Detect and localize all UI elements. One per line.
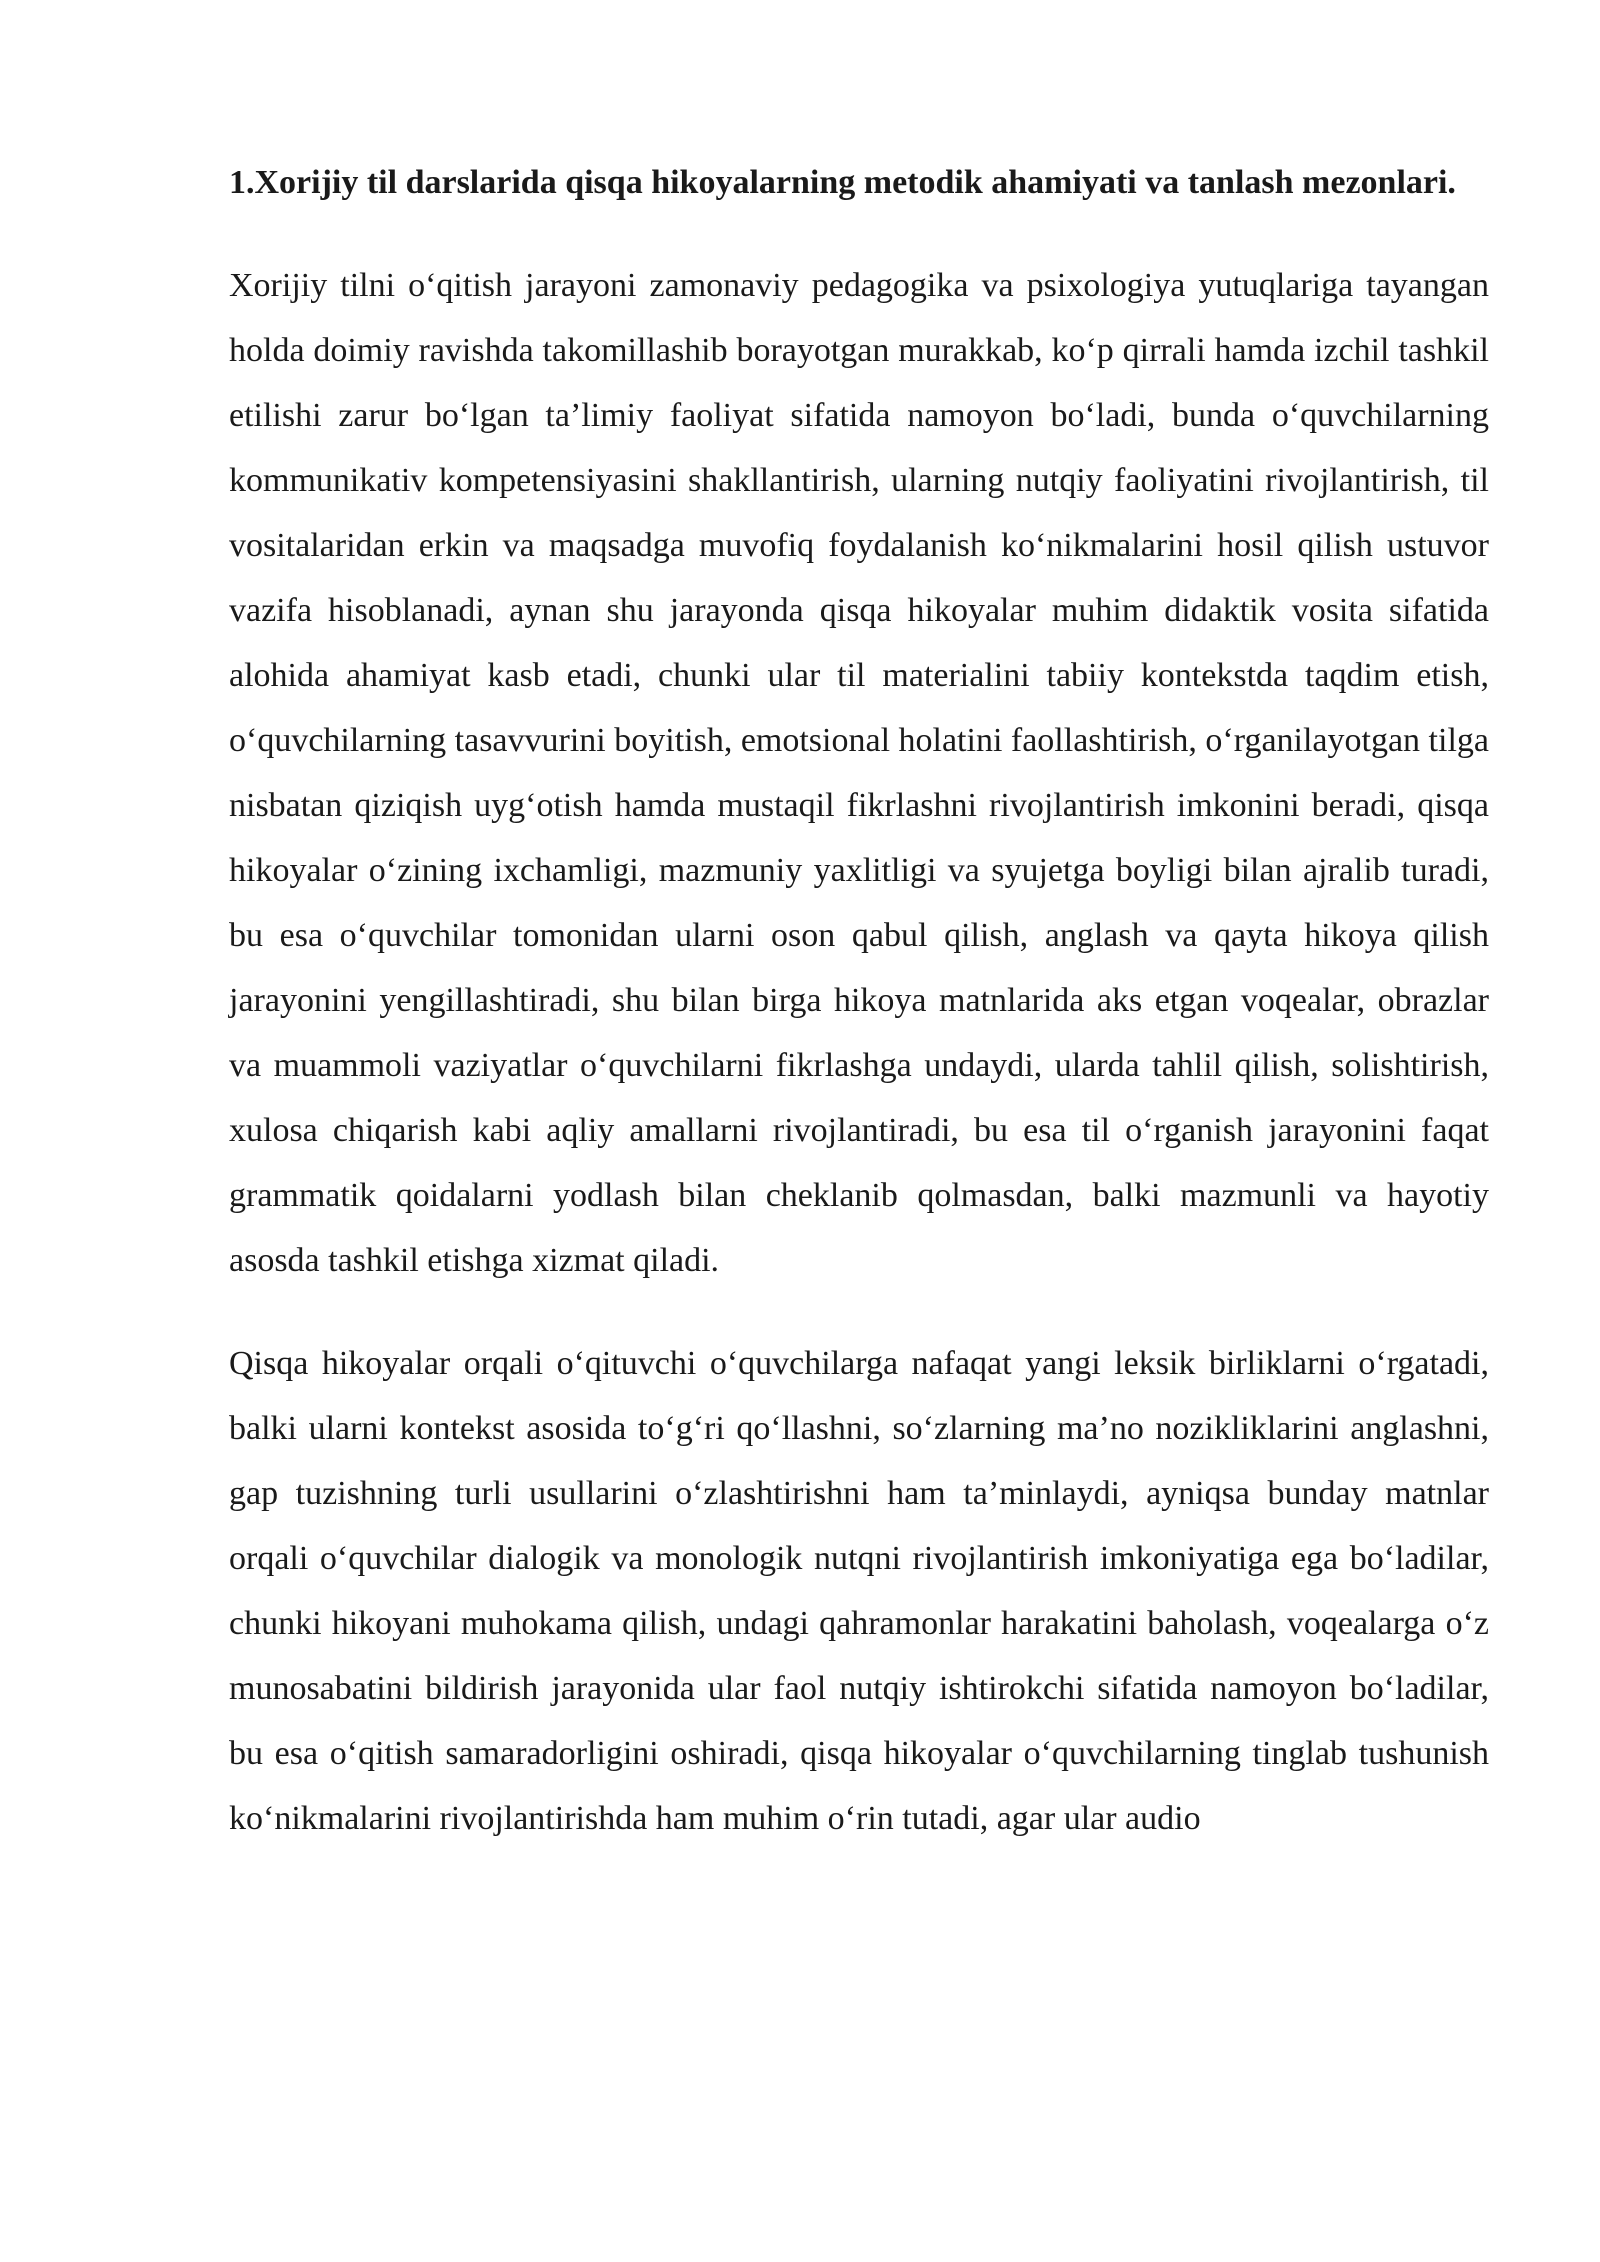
document-body	[229, 150, 1489, 1889]
section-heading: 1.Xorijiy til darslarida qisqa hikoyalarning metodik ahamiyati va tanlash mezonlari.	[229, 164, 1456, 201]
paragraph-1: Xorijiy tilni o‘qitish jarayoni zamonaviy pedagogika va psixologiya yutuqlariga tayangan holda doimiy ravishda takomillashib borayotgan murakkab, ko‘p qirrali hamda izchil tashkil etilishi zarur bo‘lgan ta’limiy faoliyat sifatida namoyon bo‘ladi, bunda o‘quvchilarning kommunikativ kompetensiyasini shakllantirish, ularning nutqiy faoliyatini rivojlantirish, til vositalaridan erkin va maqsadga muvofiq foydalanish ko‘nikmalarini hosil qilish ustuvor vazifa hisoblanadi, aynan shu jarayonda qisqa hikoyalar muhim didaktik vosita sifatida alohida ahamiyat kasb etadi, chunki ular til materialini tabiiy kontekstda taqdim etish, o‘quvchilarning tasavvurini boyitish, emotsional holatini faollashtirish, o‘rganilayotgan tilga nisbatan qiziqish uyg‘otish hamda mustaqil fikrlashni rivojlantirish imkonini beradi, qisqa hikoyalar o‘zining ixchamligi, mazmuniy yaxlitligi va syujetga boyligi bilan ajralib turadi, bu esa o‘quvchilar tomonidan ularni oson qabul qilish, anglash va qayta hikoya qilish jarayonini yengillashtiradi, shu bilan birga hikoya matnlarida aks etgan voqealar, obrazlar va muammoli vaziyatlar o‘quvchilarni fikrlashga undaydi, ularda tahlil qilish, solishtirish, xulosa chiqarish kabi aqliy amallarni rivojlantiradi, bu esa til o‘rganish jarayonini faqat grammatik qoidalarni yodlash bilan cheklanib qolmasdan, balki mazmunli va hayotiy asosda tashkil etishga xizmat qiladi.	[229, 267, 1489, 1279]
paragraph-2: Qisqa hikoyalar orqali o‘qituvchi o‘quvchilarga nafaqat yangi leksik birliklarni o‘rgatadi, balki ularni kontekst asosida to‘g‘ri qo‘llashni, so‘zlarning ma’no nozikliklarini anglashni, gap tuzishning turli usullarini o‘zlashtirishni ham ta’minlaydi, ayniqsa bunday matnlar orqali o‘quvchilar dialogik va monologik nutqni rivojlantirish imkoniyatiga ega bo‘ladilar, chunki hikoyani muhokama qilish, undagi qahramonlar harakatini baholash, voqealarga o‘z munosabatini bildirish jarayonida ular faol nutqiy ishtirokchi sifatida namoyon bo‘ladilar, bu esa o‘qitish samaradorligini oshiradi, qisqa hikoyalar o‘quvchilarning tinglab tushunish ko‘nikmalarini rivojlantirishda ham muhim o‘rin tutadi, agar ular audio	[229, 1345, 1489, 1837]
